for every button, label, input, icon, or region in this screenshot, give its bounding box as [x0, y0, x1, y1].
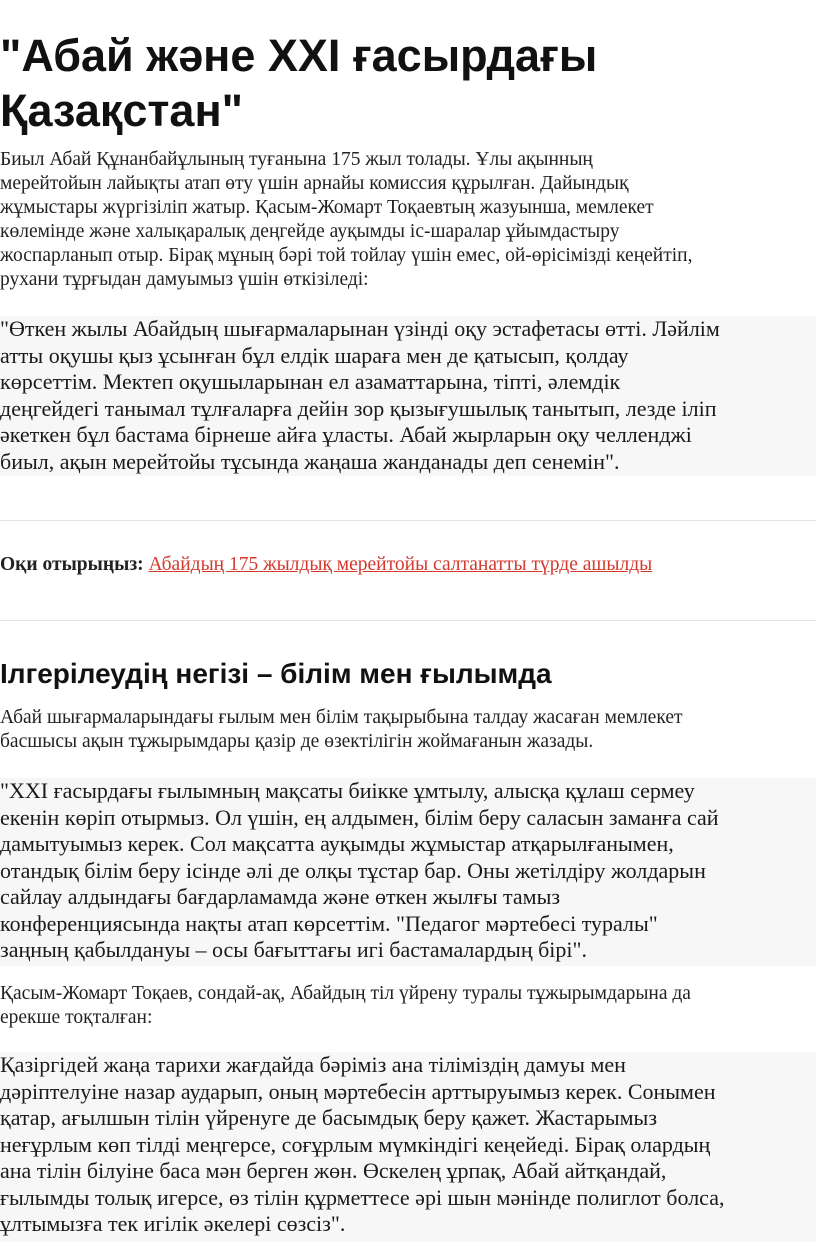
read-also-label: Оқи отырыңыз:	[0, 554, 144, 575]
language-intro-paragraph: Қасым-Жомарт Тоқаев, сондай-ақ, Абайдың тіл үйрену туралы тұжырымдарына да ерекше тоқталған:	[0, 983, 691, 1028]
divider-top	[0, 520, 816, 521]
article-title: "Абай және XXI ғасырдағы Қазақстан"	[0, 30, 598, 136]
section-intro-paragraph: Абай шығармаларындағы ғылым мен білім тақырыбына талдау жасаған мемлекет басшысы ақын тұжырымдары қазір де өзектілігін жоймағанын жазады.	[0, 707, 683, 752]
read-also-link[interactable]: Абайдың 175 жылдық мерейтойы салтанатты түрде ашылды	[148, 554, 653, 575]
section-heading: Ілгерілеудің негізі – білім мен ғылымда	[0, 658, 552, 689]
quote-block-3: Қазіргідей жаңа тарихи жағдайда бәріміз ана тіліміздің дамуы мен дәріптелуіне назар аударып, оның мәртебесін арттыруымыз керек. Сонымен қатар, ағылшын тілін үйренуге де басымдық беру қажет. Жастарымыз неғұрлым көп тілді меңгерсе, соғұрлым мүмкіндігі кеңейеді. Бірақ олардың ана тілін білуіне баса мән берген жөн. Өскелең ұрпақ, Абай айтқандай, ғылымды толық игерсе, өз тілін құрметтесе әрі шын мәнінде полиглот болса, ұлтымызға тек игілік әкелері сөзсіз".	[0, 1052, 816, 1242]
divider-bottom	[0, 620, 816, 621]
quote-block-1: "Өткен жылы Абайдың шығармаларынан үзінді оқу эстафетасы өтті. Ләйлім атты оқушы қыз ұсынған бұл елдік шараға мен де қатысып, қолдау көрсеттім. Мектеп оқушыларынан ел азаматтарына, тіпті, әлемдік деңгейдегі танымал тұлғаларға дейін зор қызығушылық танытып, лезде іліп әкеткен бұл бастама бірнеше айға ұласты. Абай жырларын оқу челленджі биыл, ақын мерейтойы тұсында жаңаша жанданады деп сенемін".	[0, 316, 816, 476]
intro-paragraph: Биыл Абай Құнанбайұлының туғанына 175 жыл толады. Ұлы ақынның мерейтойын лайықты атап өту үшін арнайы комиссия құрылған. Дайындық жұмыстары жүргізіліп жатыр. Қасым-Жомарт Тоқаевтың жазуынша, мемлекет көлемінде және халықаралық деңгейде ауқымды іс-шаралар ұйымдастыру жоспарланып отыр. Бірақ мұның бәрі той тойлау үшін емес, ой-өрісімізді кеңейтіп, рухани тұрғыдан дамуымыз үшін өткізіледі:	[0, 149, 693, 290]
quote-block-2: "XXI ғасырдағы ғылымның мақсаты биікке ұмтылу, алысқа құлаш сермеу екенін көріп отырмыз. Ол үшін, ең алдымен, білім беру саласын заманға сай дамытуымыз керек. Сол мақсатта ауқымды жұмыстар атқарылғанымен, отандық білім беру ісінде әлі де олқы тұстар бар. Оны жетілдіру жолдарын сайлау алдындағы бағдарламамда және өткен жылғы тамыз конференциясында нақты атап көрсеттім. "Педагог мәртебесі туралы" заңның қабылдануы – осы бағыттағы игі бастамалардың бірі".	[0, 778, 816, 966]
read-also	[0, 553, 652, 577]
